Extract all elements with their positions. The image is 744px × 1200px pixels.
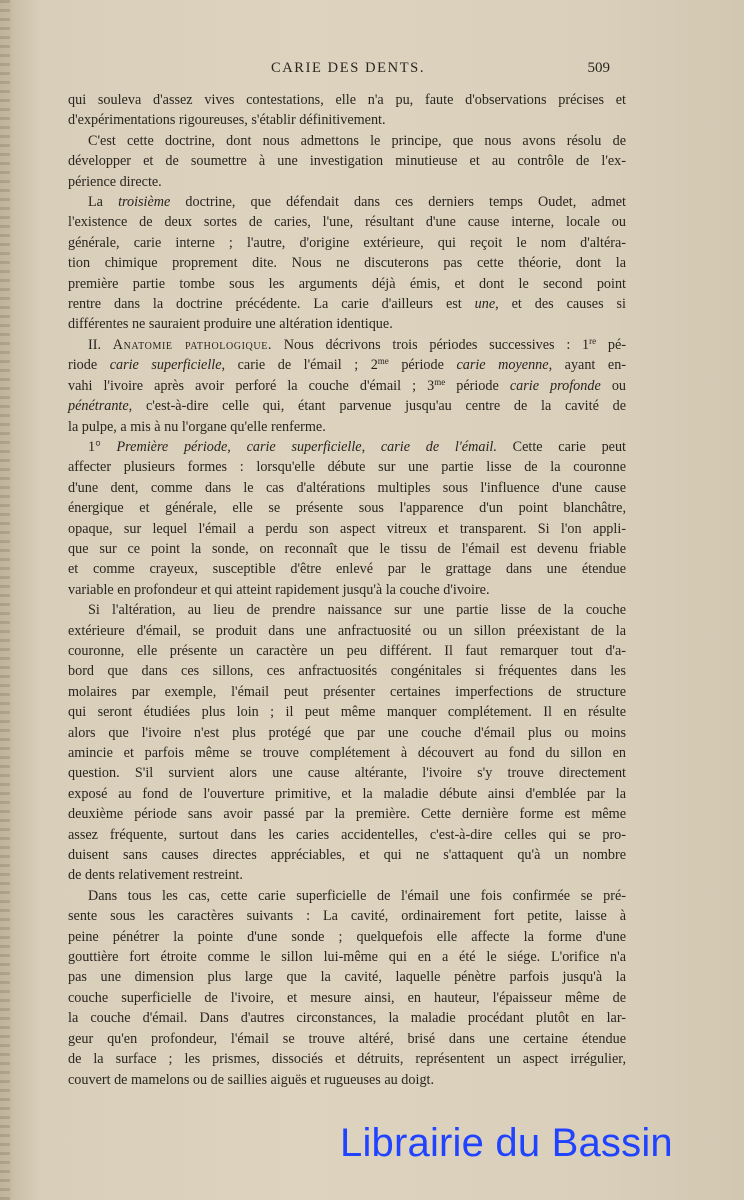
text-segment: développer et de soumettre à une investigation minutieuse et au contrôle de l'ex- [68,153,626,170]
text-line [68,90,626,110]
text-line [68,478,626,498]
paragraph [68,437,626,600]
page-edge-shadow [0,0,10,1200]
text-line [68,110,626,130]
italic-text: troisième [118,194,171,211]
text-line [68,947,626,967]
italic-text: carie moyenne [456,357,549,374]
text-line [68,825,626,845]
paragraph [68,131,626,192]
text-line [68,988,626,1008]
paragraph [68,335,626,437]
paragraph [68,600,626,886]
text-line [68,906,626,926]
text-segment: générale, carie interne ; l'autre, d'origine extérieure, qui reçoit le nom d'altéra- [68,234,626,251]
text-line [68,396,626,416]
text-segment: pé- [596,336,626,353]
paragraph [68,192,626,335]
text-segment: l'existence de deux sortes de caries, l'une, résultant d'une cause interne, locale ou [68,214,626,231]
text-segment: opaque, sur lequel l'émail a perdu son aspect vitreux et transparent. Si l'on appli- [68,520,626,537]
text-segment: Nous décrivons trois périodes successives : 1 [272,336,590,353]
text-segment: qui souleva d'assez vives contestations, elle n'a pu, faute d'observations précises et [68,92,626,108]
text-line [68,661,626,681]
text-segment: C'est cette doctrine, dont nous admettons le principe, que nous avons résolu de [88,132,626,149]
text-segment: bord que dans ces sillons, ces anfractuosités congénitales si fréquentes dans les [68,663,626,680]
page-number: 509 [587,60,610,76]
text-line [68,151,626,171]
text-segment: ou [600,377,627,394]
text-segment: pas une dimension plus large que la cavité, laquelle pénètre parfois jusqu'à la [68,969,626,986]
text-line [68,886,626,906]
superscript: me [434,376,446,387]
text-segment: geur qu'en profondeur, l'émail se trouve altéré, brisé dans une certaine étendue [68,1030,626,1047]
text-line [68,621,626,641]
text-segment: gouttière fort étroite comme le sillon lui-même qui en a été le siége. L'orifice n'a [68,949,626,966]
text-segment: molaires par exemple, l'émail peut présenter certaines imperfections de structure [68,683,626,700]
paragraph [68,886,626,1090]
text-segment: vahi l'ivoire après avoir perforé la couche d'émail ; 3 [68,377,435,394]
running-head [68,60,628,82]
text-line [68,845,626,865]
text-segment: riode [68,357,110,374]
text-segment: , c'est-à-dire celle qui, étant parvenue jusqu'au centre de la cavité de [128,398,626,415]
italic-text: Première période, carie superficielle, carie de l'émail. [116,438,497,455]
text-line [68,723,626,743]
text-segment: qui seront étudiées plus loin ; il peut même manquer complétement. Il en résulte [68,704,626,721]
text-line [68,212,626,232]
text-segment: que sur ce point la sonde, on reconnaît que le tissu de l'émail est devenu friable [68,540,626,557]
text-segment: première partie tombe sous les arguments déjà émis, et dont le second point [68,275,626,292]
text-line [68,274,626,294]
superscript: me [377,356,389,367]
text-segment: amincie et parfois même se trouve complétement à découvert au fond du sillon en [68,745,626,761]
watermark: Librairie du Bassin [340,1121,673,1165]
text-line [68,804,626,824]
chapter-title: CARIE DES DENTS. [270,60,426,76]
text-line [68,457,626,477]
text-segment: de dents relativement restreint. [68,867,243,884]
text-segment: couronne, elle présente un caractère un peu différent. Il faut remarquer tout d'a- [68,642,626,659]
text-segment: exposé au fond de l'ouverture primitive, et la maladie débute ainsi d'emblée par la [68,785,626,802]
italic-text: pénétrante [68,398,129,415]
text-segment: peine pénétrer la pointe d'une sonde ; quelquefois elle affecte la forme d'une [68,928,626,945]
text-segment: , ayant en- [548,357,627,374]
text-segment: question. S'il survient alors une cause altérante, l'ivoire s'y trouve directement [68,765,626,782]
text-segment: d'une dent, comme dans le cas d'altérations multiples sous l'influence d'une cause [68,479,626,496]
text-line [68,498,626,518]
text-segment: période [388,357,457,374]
text-line [68,539,626,559]
text-line [68,927,626,947]
text-segment: deuxième période sans avoir passé par la première. Cette dernière forme est même [68,806,626,823]
text-line [68,559,626,579]
text-segment: la pulpe, a mis à nu l'organe qu'elle renferme. [68,418,326,435]
text-segment: période [445,377,510,394]
italic-text: une [474,296,496,313]
text-segment: tion chimique proprement dite. Nous ne discuterons pas cette théorie, dont la [68,255,626,272]
text-line [68,172,626,192]
text-segment: , carie de l'émail ; 2 [221,357,378,374]
text-segment: assez fréquente, surtout dans les caries accidentelles, c'est-à-dire celles qui se pro- [68,826,626,843]
text-line [68,1070,626,1090]
text-line [68,1029,626,1049]
text-segment: affecter plusieurs formes : lorsqu'elle débute sur une partie lisse de la couronne [68,459,626,476]
text-line [68,784,626,804]
text-line [68,233,626,253]
text-segment: variable en profondeur et qui atteint rapidement jusqu'à la couche d'ivoire. [68,581,490,598]
text-line [68,743,626,763]
text-segment: II. [88,336,113,353]
text-line [68,253,626,273]
text-segment: et comme crayeux, susceptible d'être enlevé par le grattage dans une étendue [68,561,626,578]
text-line [68,519,626,539]
text-line [68,967,626,987]
text-line [68,1049,626,1069]
text-line [68,763,626,783]
text-segment: Si l'altération, au lieu de prendre naissance sur une partie lisse de la couche [88,602,626,619]
text-line [68,865,626,885]
text-segment: d'expérimentations rigoureuses, s'établir définitivement. [68,112,386,129]
text-line [68,294,626,314]
text-segment: énergique et générale, elle se présente sous l'apparence d'un point blanchâtre, [68,500,626,517]
text-segment: rentre dans la doctrine précédente. La carie d'ailleurs est [68,296,475,313]
text-segment: alors que l'ivoire n'est plus protégé que par une couche d'émail plus ou moins [68,724,626,741]
text-segment: périence directe. [68,173,162,190]
text-line [68,376,626,396]
text-segment: sente sous les caractères suivants : La cavité, ordinairement fort petite, laisse à [68,908,626,925]
section-heading: Anatomie pathologique. [112,336,273,353]
text-line [68,600,626,620]
text-line [68,314,626,334]
text-line [68,355,626,375]
paragraph [68,90,626,131]
text-line [68,417,626,437]
body-text [68,90,626,1090]
text-segment: extérieure d'émail, se produit dans une anfractuosité ou un sillon préexistant de la [68,622,626,639]
text-segment: , et des causes si [495,296,626,313]
text-line [68,702,626,722]
italic-text: carie profonde [509,377,601,394]
text-segment: duisent sans causes directes appréciables, et qui ne s'attaquent qu'à un nombre [68,847,626,864]
text-line [68,580,626,600]
text-segment: La [88,194,119,211]
italic-text: carie superficielle [109,357,222,374]
text-line [68,641,626,661]
text-line [68,682,626,702]
text-line [68,131,626,151]
text-segment: couche superficielle de l'ivoire, et mesure ainsi, en hauteur, l'épaisseur même de [68,989,626,1006]
text-segment: 1° [88,438,117,455]
superscript: re [589,335,597,346]
text-segment: la couche d'émail. Dans d'autres circonstances, la maladie procédant plutôt en lar- [68,1010,626,1027]
text-segment: doctrine, que défendait dans ces derniers temps Oudet, admet [170,194,627,211]
text-segment: de la surface ; les prismes, dissociés et détruits, représentent un aspect irrégulier, [68,1051,626,1068]
text-line [68,192,626,212]
text-segment: Cette carie peut [496,438,626,455]
text-line [68,1008,626,1028]
text-segment: Dans tous les cas, cette carie superficielle de l'émail une fois confirmée se pré- [88,887,626,904]
text-line [68,437,626,457]
text-segment: différentes ne sauraient produire une altération identique. [68,316,393,333]
text-line [68,335,626,355]
text-segment: couvert de mamelons ou de saillies aiguës et rugueuses au doigt. [68,1071,435,1088]
